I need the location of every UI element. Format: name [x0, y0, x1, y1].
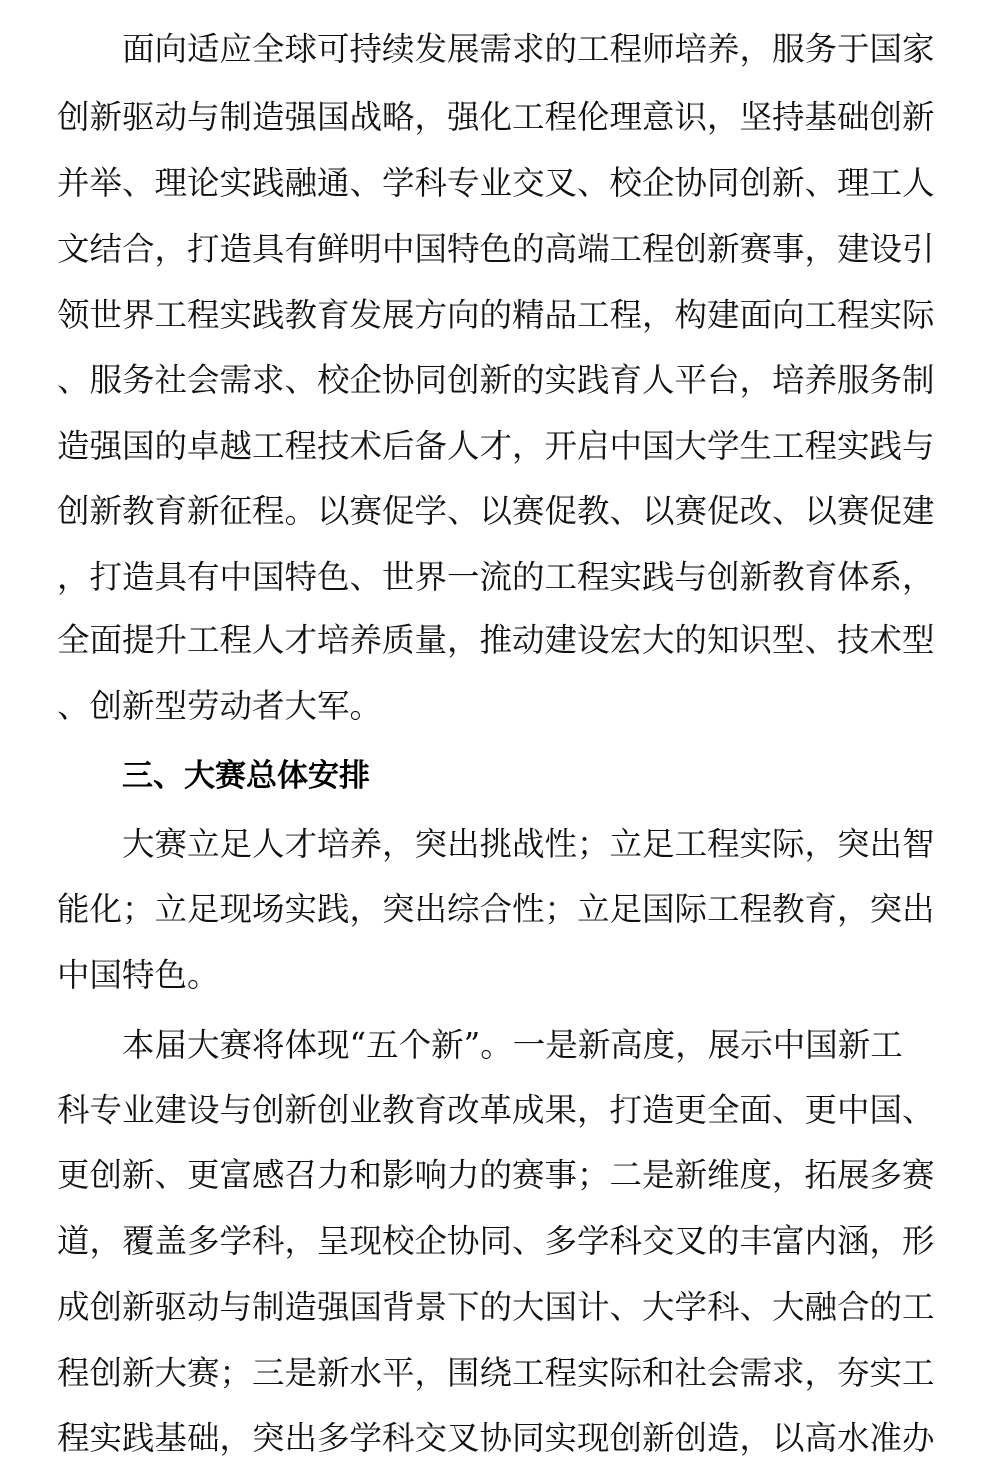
- text-line: 能化；立足现场实践，突出综合性；立足国际工程教育，突出: [57, 890, 935, 928]
- text-line: 并举、理论实践融通、学科专业交叉、校企协同创新、理工人: [57, 164, 935, 202]
- text-line: 面向适应全球可持续发展需求的工程师培养，服务于国家: [122, 30, 935, 68]
- section-heading: 三、大赛总体安排: [122, 758, 370, 794]
- text-line: 创新教育新征程。以赛促学、以赛促教、以赛促改、以赛促建: [57, 492, 935, 530]
- text-line: 大赛立足人才培养，突出挑战性；立足工程实际，突出智: [122, 825, 935, 863]
- text-line: 科专业建设与创新创业教育改革成果，打造更全面、更中国、: [57, 1091, 935, 1129]
- text-line: 成创新驱动与制造强国背景下的大国计、大学科、大融合的工: [57, 1288, 935, 1326]
- text-line: 道，覆盖多学科，呈现校企协同、多学科交叉的丰富内涵，形: [57, 1222, 935, 1260]
- text-line: 程创新大赛；三是新水平，围绕工程实际和社会需求，夯实工: [57, 1354, 935, 1392]
- text-line: 文结合，打造具有鲜明中国特色的高端工程创新赛事，建设引: [57, 230, 935, 268]
- text-line: 本届大赛将体现“五个新”。一是新高度，展示中国新工: [122, 1026, 903, 1064]
- text-line: 造强国的卓越工程技术后备人才，开启中国大学生工程实践与: [57, 427, 935, 465]
- text-line: ，打造具有中国特色、世界一流的工程实践与创新教育体系，: [57, 558, 935, 596]
- text-line: 中国特色。: [57, 956, 220, 994]
- text-line: 、创新型劳动者大军。: [57, 687, 383, 725]
- text-line: 全面提升工程人才培养质量，推动建设宏大的知识型、技术型: [57, 621, 935, 659]
- text-line: 、服务社会需求、校企协同创新的实践育人平台，培养服务制: [57, 361, 935, 399]
- text-line: 领世界工程实践教育发展方向的精品工程，构建面向工程实际: [57, 296, 935, 334]
- text-line: 更创新、更富感召力和影响力的赛事；二是新维度，拓展多赛: [57, 1156, 935, 1194]
- text-line: 创新驱动与制造强国战略，强化工程伦理意识，坚持基础创新: [57, 98, 935, 136]
- text-line: 程实践基础，突出多学科交叉协同实现创新创造，以高水准办: [57, 1419, 935, 1457]
